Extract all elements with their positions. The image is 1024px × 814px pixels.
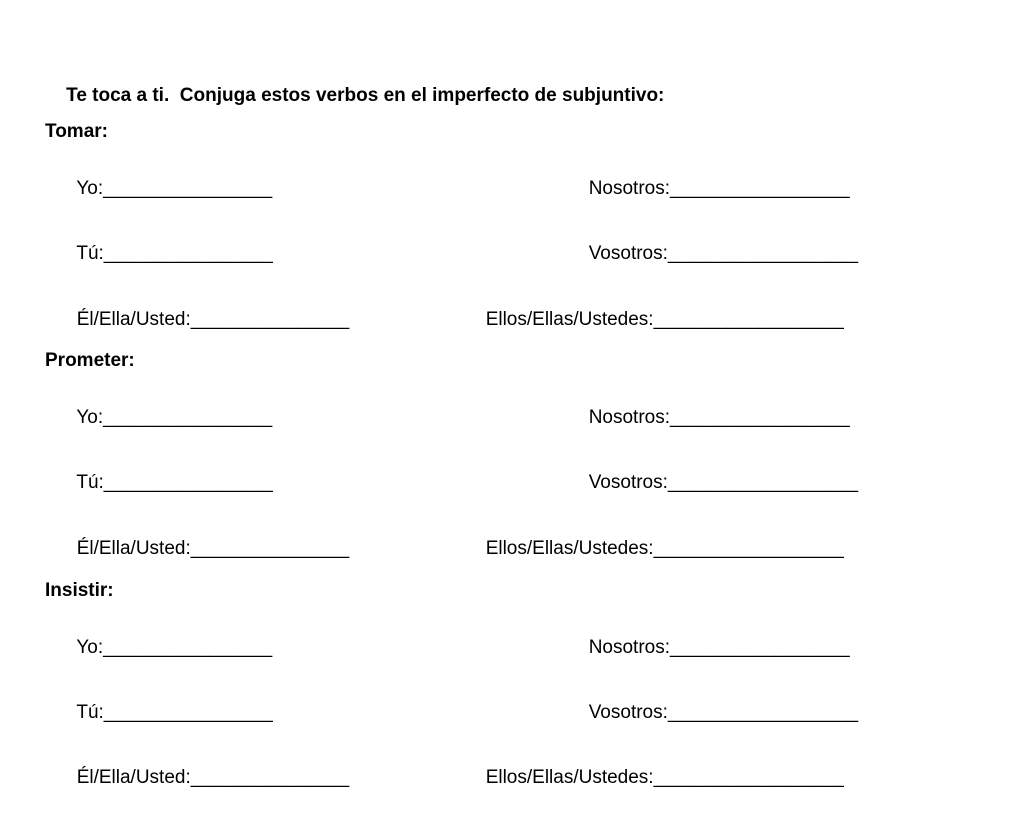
answer-blank-ellos[interactable]: __________________ [653,538,844,559]
ellos-line [454,742,844,814]
pronoun-vosotros: Vosotros: [588,702,668,723]
nosotros-line [557,153,850,225]
nosotros-line [557,612,850,684]
answer-blank-nosotros[interactable]: _________________ [670,637,850,658]
pronoun-ellos: Ellos/Ellas/Ustedes: [485,538,654,559]
pronoun-yo: Yo: [76,637,104,658]
pronoun-vosotros: Vosotros: [588,243,668,264]
answer-blank-vosotros[interactable]: __________________ [667,472,859,493]
pronoun-yo: Yo: [76,178,104,199]
answer-blank-yo[interactable]: ________________ [103,407,273,428]
pronoun-nosotros: Nosotros: [588,637,670,658]
pronoun-ellos: Ellos/Ellas/Ustedes: [485,767,654,788]
pronoun-vosotros: Vosotros: [588,472,668,493]
el-line [45,742,349,814]
ellos-line [454,513,844,585]
pronoun-el: Él/Ella/Usted: [76,767,191,788]
answer-blank-nosotros[interactable]: _________________ [670,407,850,428]
yo-line [45,612,272,684]
answer-blank-vosotros[interactable]: __________________ [667,243,859,264]
pronoun-nosotros: Nosotros: [588,178,670,199]
tu-line [45,447,273,519]
answer-blank-el[interactable]: _______________ [190,538,350,559]
pronoun-tu: Tú: [76,702,104,723]
answer-blank-ellos[interactable]: __________________ [653,309,844,330]
verb-title: Insistir: [45,580,114,601]
pronoun-el: Él/Ella/Usted: [76,538,191,559]
pronoun-tu: Tú: [76,472,104,493]
answer-blank-vosotros[interactable]: __________________ [667,702,859,723]
answer-blank-yo[interactable]: ________________ [103,178,273,199]
pronoun-nosotros: Nosotros: [588,407,670,428]
answer-blank-nosotros[interactable]: _________________ [670,178,850,199]
tu-line [45,677,273,749]
pronoun-tu: Tú: [76,243,104,264]
el-line [45,284,349,356]
ellos-line [454,284,844,356]
instruction-heading [45,60,664,132]
vosotros-line [557,677,858,749]
verb-title: Tomar: [45,121,108,142]
vosotros-line [557,447,858,519]
answer-blank-tu[interactable]: ________________ [103,472,273,493]
vosotros-line [557,218,858,290]
pronoun-el: Él/Ella/Usted: [76,309,191,330]
verb-title: Prometer: [45,350,135,371]
answer-blank-tu[interactable]: ________________ [103,243,273,264]
nosotros-line [557,382,850,454]
answer-blank-yo[interactable]: ________________ [103,637,273,658]
answer-blank-el[interactable]: _______________ [190,309,350,330]
pronoun-yo: Yo: [76,407,104,428]
answer-blank-el[interactable]: _______________ [190,767,350,788]
answer-blank-ellos[interactable]: __________________ [653,767,844,788]
instruction-text: Te toca a ti. Conjuga estos verbos en el imperfecto de subjuntivo: [66,85,665,106]
pronoun-ellos: Ellos/Ellas/Ustedes: [485,309,654,330]
yo-line [45,382,272,454]
el-line [45,513,349,585]
yo-line [45,153,272,225]
answer-blank-tu[interactable]: ________________ [103,702,273,723]
tu-line [45,218,273,290]
